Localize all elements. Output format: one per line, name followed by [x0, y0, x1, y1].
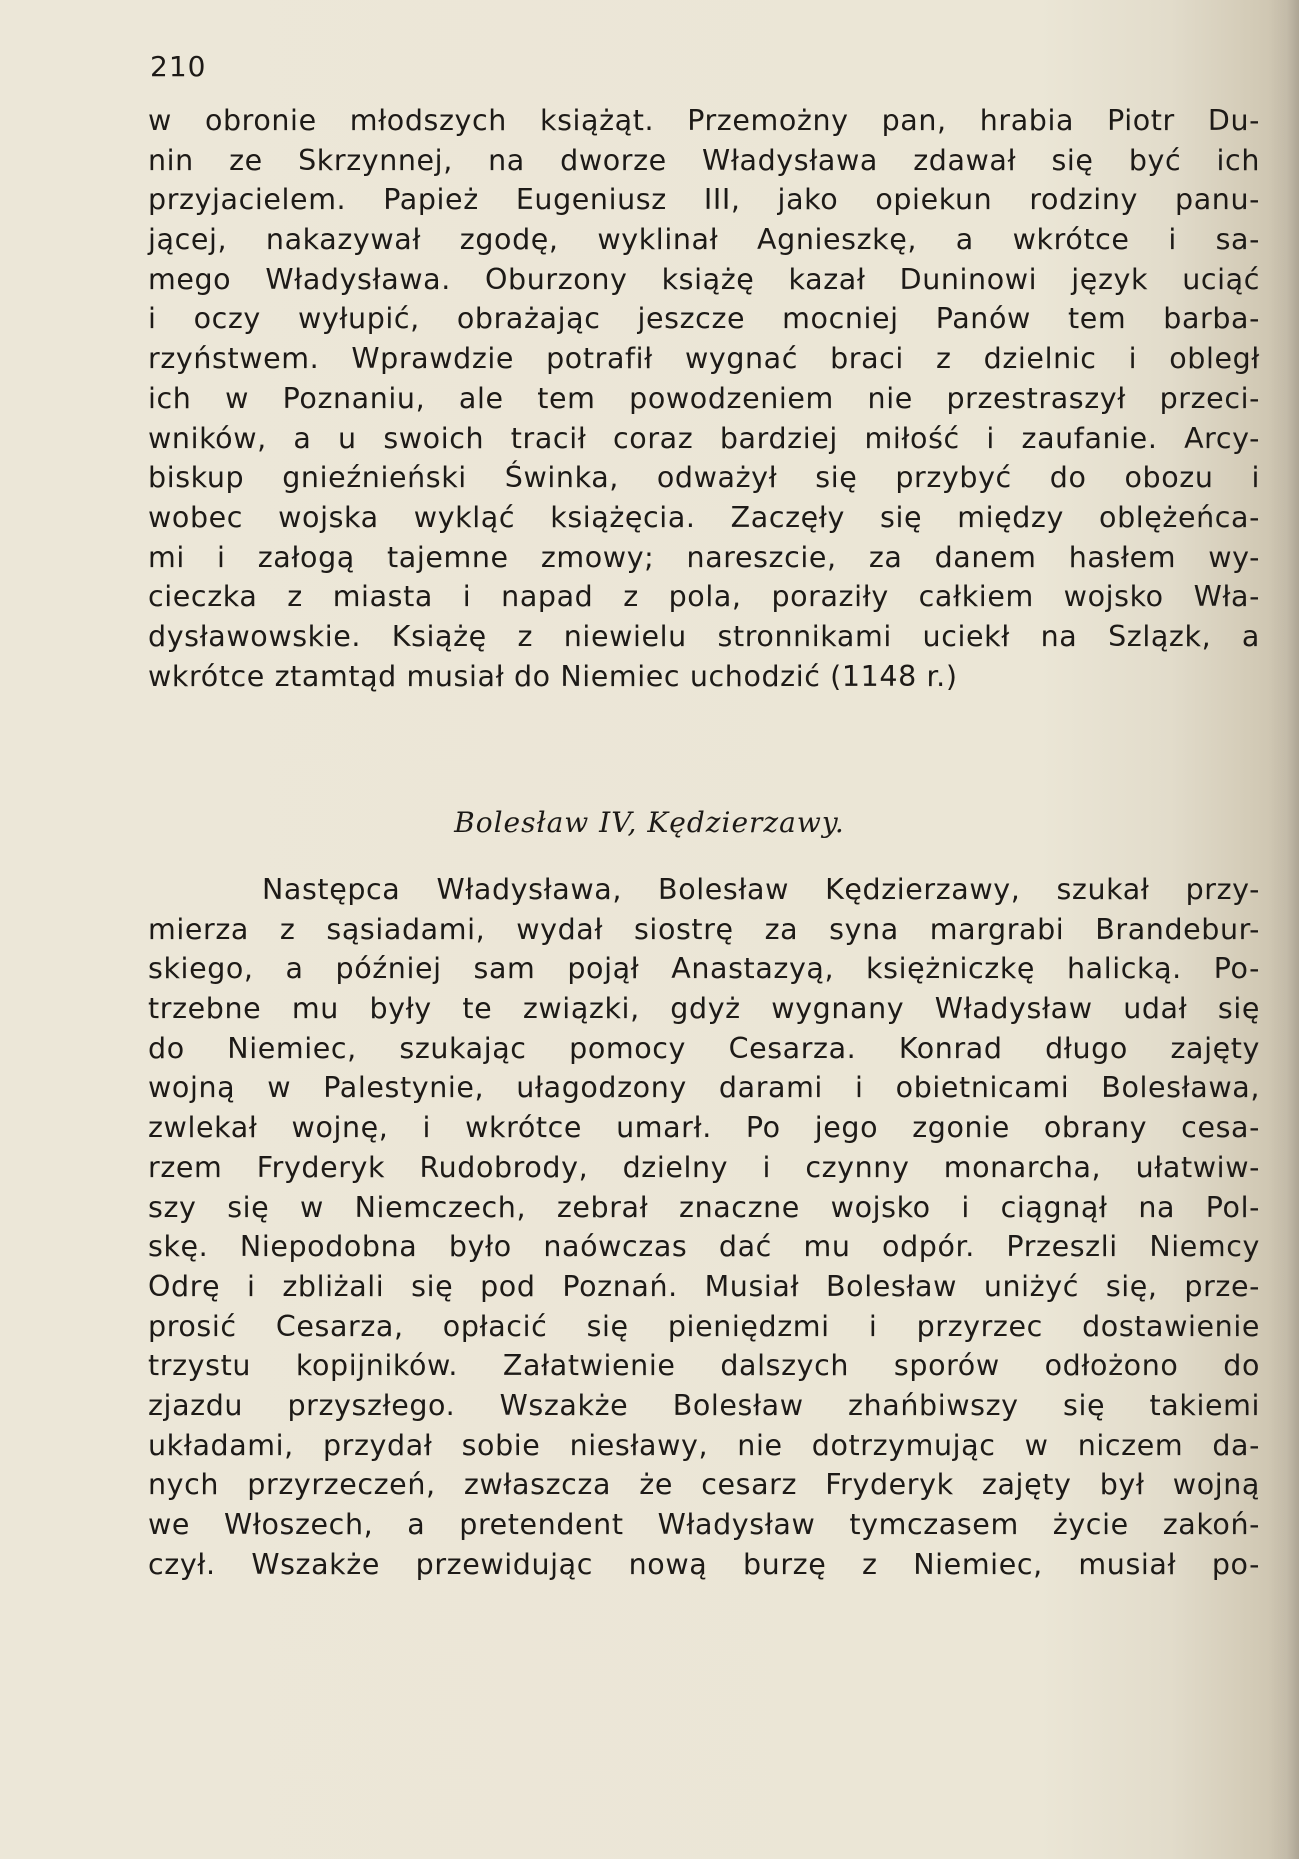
page-number: 210	[150, 50, 207, 83]
text-line: w obronie młodszych książąt. Przemożny pan, hrabia Piotr Du-	[148, 104, 1260, 137]
text-line: nych przyrzeczeń, zwłaszcza że cesarz Fryderyk zajęty był wojną	[148, 1468, 1260, 1502]
paragraph-1	[148, 101, 1260, 696]
text-line: we Włoszech, a pretendent Władysław tymczasem życie zakoń-	[148, 1508, 1260, 1541]
text-line: wkrótce ztamtąd musiał do Niemiec uchodzić (1148 r.)	[148, 659, 958, 693]
text-line: wojną w Palestynie, ułagodzony darami i obietnicami Bolesława,	[148, 1071, 1260, 1105]
text-line: trzebne mu były te związki, gdyż wygnany Władysław udał się	[148, 992, 1260, 1026]
text-line: rzyństwem. Wprawdzie potrafił wygnać braci z dzielnic i obległ	[148, 342, 1260, 376]
text-line: Następca Władysława, Bolesław Kędzierzawy, szukał przy-	[262, 873, 1260, 906]
text-line: skiego, a później sam pojął Anastazyą, księżniczkę halicką. Po-	[148, 952, 1260, 986]
text-line: układami, przydał sobie niesławy, nie dotrzymując w niczem da-	[148, 1428, 1260, 1462]
text-line: czył. Wszakże przewidując nową burzę z Niemiec, musiał po-	[148, 1547, 1260, 1581]
text-line: zjazdu przyszłego. Wszakże Bolesław zhańbiwszy się takiemi	[148, 1388, 1260, 1422]
text-line: i oczy wyłupić, obrażając jeszcze mocniej Panów tem barba-	[148, 302, 1260, 336]
text-line: cieczka z miasta i napad z pola, poraziły całkiem wojsko Wła-	[148, 580, 1260, 614]
text-line: przyjacielem. Papież Eugeniusz III, jako opiekun rodziny panu-	[148, 183, 1260, 217]
text-line: nin ze Skrzynnej, na dworze Władysława zdawał się być ich	[148, 143, 1260, 177]
text-line: szy się w Niemczech, zebrał znaczne wojsko i ciągnął na Pol-	[148, 1190, 1260, 1224]
text-line: dysławowskie. Książę z niewielu stronnikami uciekł na Szlązk, a	[148, 619, 1260, 653]
text-line: wobec wojska wykląć książęcia. Zaczęły się między oblężeńca-	[148, 500, 1260, 534]
text-line: skę. Niepodobna było naówczas dać mu odpór. Przeszli Niemcy	[148, 1230, 1260, 1264]
text-line: mego Władysława. Oburzony książę kazał Duninowi język uciąć	[148, 262, 1260, 296]
text-line: trzystu kopijników. Załatwienie dalszych sporów odłożono do	[148, 1349, 1260, 1383]
text-line: ich w Poznaniu, ale tem powodzeniem nie przestraszył przeci-	[148, 381, 1260, 415]
text-line: prosić Cesarza, opłacić się pieniędzmi i przyrzec dostawienie	[148, 1309, 1260, 1343]
text-line: biskup gnieźnieński Świnka, odważył się przybyć do obozu i	[148, 461, 1260, 495]
text-line: wników, a u swoich tracił coraz bardziej miłość i zaufanie. Arcy-	[148, 421, 1260, 455]
paragraph-2	[148, 870, 1260, 1584]
text-line: do Niemiec, szukając pomocy Cesarza. Konrad długo zajęty	[148, 1031, 1260, 1065]
text-line: Odrę i zbliżali się pod Poznań. Musiał Bolesław uniżyć się, prze-	[148, 1269, 1260, 1303]
text-line: mierza z sąsiadami, wydał siostrę za syna margrabi Brandebur-	[148, 912, 1260, 946]
section-heading: Bolesław IV, Kędzierzawy.	[454, 806, 845, 839]
text-line: rzem Fryderyk Rudobrody, dzielny i czynny monarcha, ułatwiw-	[148, 1150, 1260, 1184]
text-line: mi i załogą tajemne zmowy; nareszcie, za danem hasłem wy-	[148, 540, 1260, 574]
page-edge-shadow	[1269, 0, 1299, 1859]
text-line: zwlekał wojnę, i wkrótce umarł. Po jego zgonie obrany cesa-	[148, 1111, 1260, 1145]
text-line: jącej, nakazywał zgodę, wyklinał Agnieszkę, a wkrótce i sa-	[148, 223, 1260, 257]
